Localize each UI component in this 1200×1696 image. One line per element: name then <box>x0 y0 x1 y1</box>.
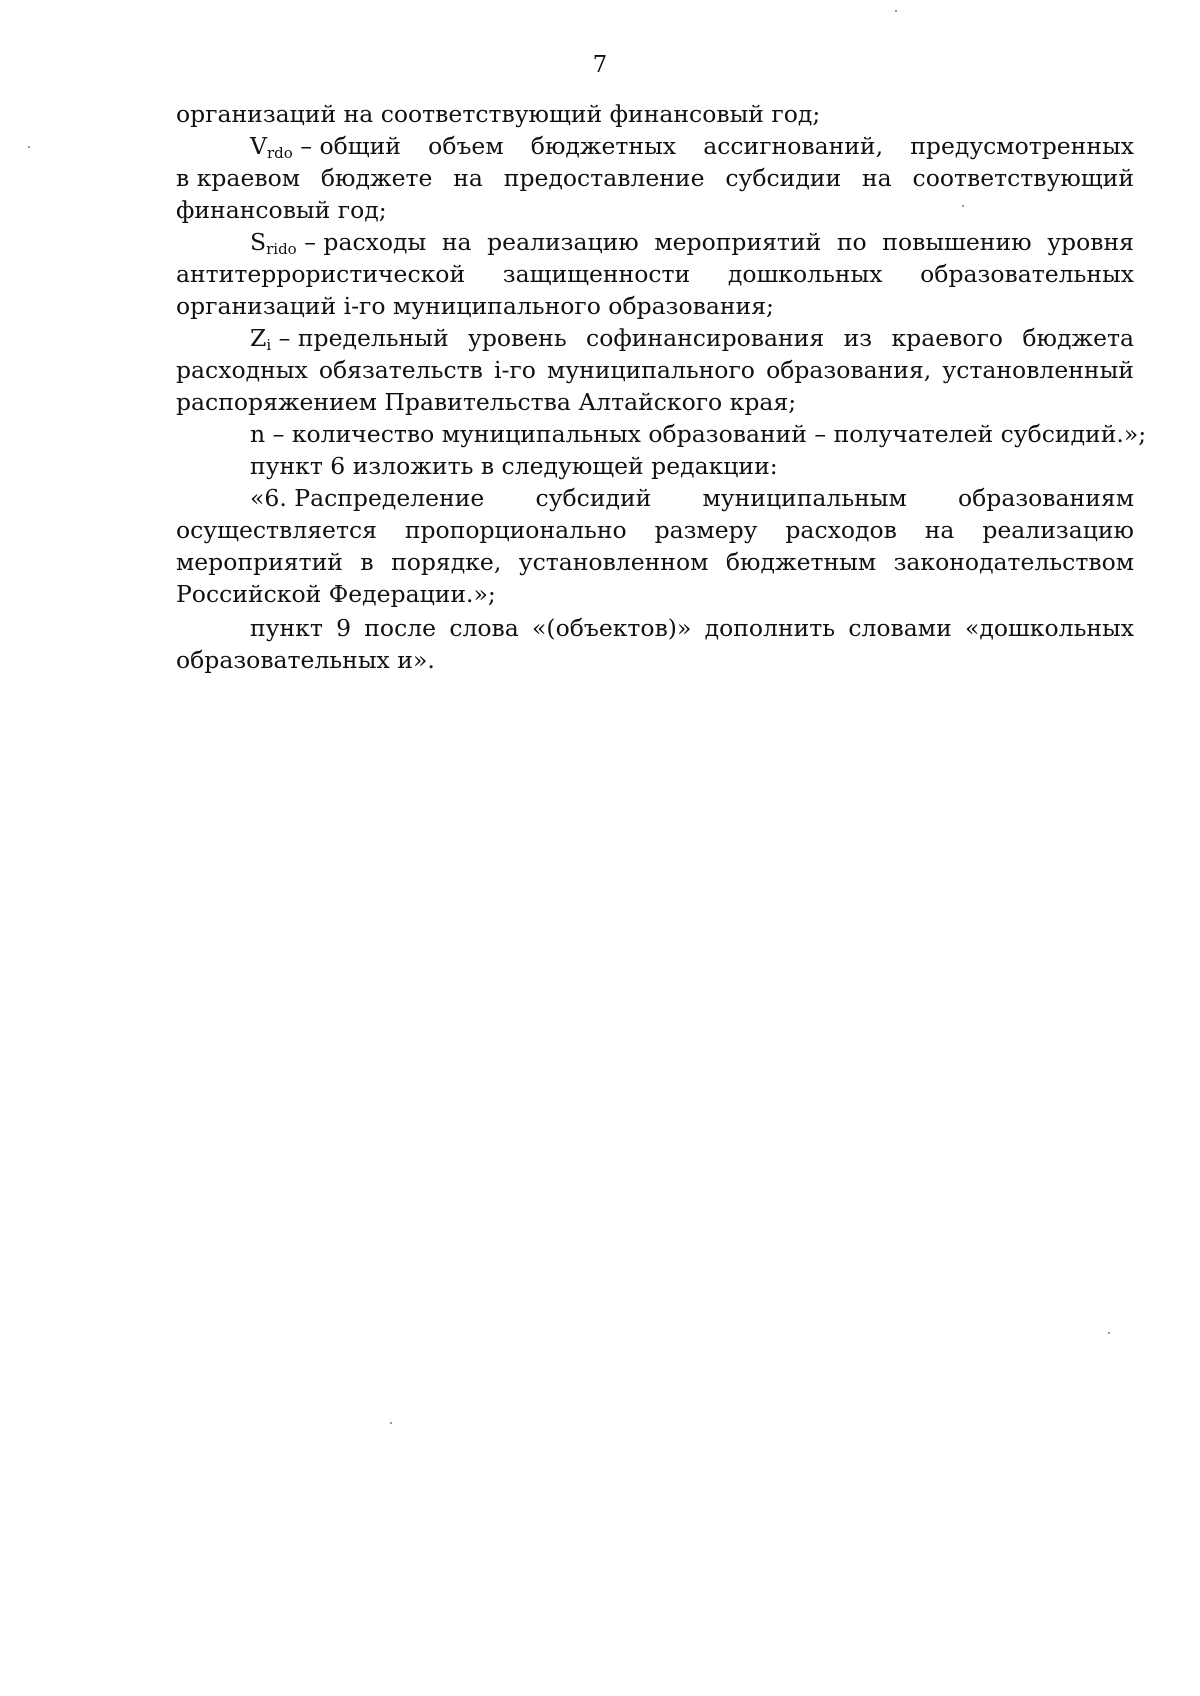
word: повышению <box>882 228 1032 256</box>
word: субсидий <box>535 484 652 512</box>
word: антитеррористической <box>176 260 466 288</box>
word: пропорционально <box>404 516 627 544</box>
word: краевого <box>891 324 1003 352</box>
word: ассигнований, <box>703 132 884 160</box>
word: установленный <box>942 356 1134 384</box>
text-line-4: финансовый год; <box>176 196 387 224</box>
term-s-rido: $S_{rido}$ – расходы <box>250 228 427 258</box>
word: «6. Распределение <box>250 484 485 512</box>
text-line-11: n – количество муниципальных образований – получателей субсидий.»; <box>250 420 1147 448</box>
text-line-16: Российской Федерации.»; <box>176 580 496 608</box>
word: законодательством <box>893 548 1134 576</box>
word: i-го <box>493 356 536 384</box>
word: предусмотренных <box>910 132 1134 160</box>
word: порядке, <box>391 548 502 576</box>
word: субсидии <box>725 164 842 192</box>
word: расходных <box>176 356 308 384</box>
word: расходов <box>785 516 897 544</box>
text-line-10: распоряжением Правительства Алтайского края; <box>176 388 797 416</box>
word: в краевом <box>176 164 301 192</box>
scan-speck <box>1108 1332 1110 1334</box>
word: реализацию <box>982 516 1134 544</box>
word: мероприятий <box>176 548 343 576</box>
word: уровень <box>468 324 567 352</box>
text-line-9 <box>176 354 1134 386</box>
scan-speck <box>28 146 30 148</box>
text-line-14 <box>176 514 1134 546</box>
word: размеру <box>654 516 758 544</box>
word: софинансирования <box>586 324 825 352</box>
document-body <box>176 98 1147 676</box>
term-v-rdo: $V_{rdo}$ – общий <box>250 132 401 162</box>
word: дополнить <box>704 614 836 642</box>
scan-speck <box>390 1422 392 1424</box>
word: бюджетным <box>725 548 877 576</box>
text-line-17 <box>176 612 1134 644</box>
word: реализацию <box>487 228 639 256</box>
word: дошкольных <box>727 260 883 288</box>
word: образования, <box>766 356 932 384</box>
word: «дошкольных <box>964 614 1134 642</box>
word: муниципального <box>547 356 755 384</box>
word: бюджете <box>320 164 433 192</box>
word: муниципальным <box>702 484 907 512</box>
word: «(объектов)» <box>532 614 692 642</box>
word: образовательных <box>920 260 1134 288</box>
text-line-18: образовательных и». <box>176 646 435 674</box>
word: мероприятий <box>654 228 822 256</box>
word: осуществляется <box>176 516 377 544</box>
word: 9 <box>336 614 352 642</box>
term-z-i: $Z_i$ – предельный <box>250 324 449 354</box>
word: бюджетных <box>530 132 677 160</box>
word: слова <box>449 614 519 642</box>
word: обязательств <box>318 356 483 384</box>
scan-speck <box>962 205 964 207</box>
text-line-13 <box>176 482 1134 514</box>
text-line-3 <box>176 162 1134 194</box>
word: из <box>843 324 873 352</box>
word: объем <box>428 132 504 160</box>
word: на <box>924 516 955 544</box>
text-line-6 <box>176 258 1134 290</box>
text-line-12: пункт 6 изложить в следующей редакции: <box>250 452 778 480</box>
word: на <box>441 228 472 256</box>
word: пункт <box>250 614 323 642</box>
page-number: 7 <box>592 52 608 78</box>
word: уровня <box>1047 228 1134 256</box>
word: установленном <box>518 548 709 576</box>
word: на <box>861 164 892 192</box>
word: защищенности <box>502 260 691 288</box>
word: словами <box>848 614 952 642</box>
text-line-7: организаций i-го муниципального образования; <box>176 292 774 320</box>
word: бюджета <box>1022 324 1134 352</box>
text-line-15 <box>176 546 1134 578</box>
scan-speck <box>895 10 897 12</box>
word: образованиям <box>957 484 1134 512</box>
text-line-5 <box>176 226 1134 258</box>
text-line-1: организаций на соответствующий финансовый год; <box>176 100 821 128</box>
word: на <box>453 164 483 192</box>
text-line-2 <box>176 130 1134 162</box>
word: соответствующий <box>912 164 1134 192</box>
word: в <box>360 548 374 576</box>
word: предоставление <box>503 164 705 192</box>
word: после <box>364 614 437 642</box>
word: по <box>836 228 867 256</box>
text-line-8 <box>176 322 1134 354</box>
